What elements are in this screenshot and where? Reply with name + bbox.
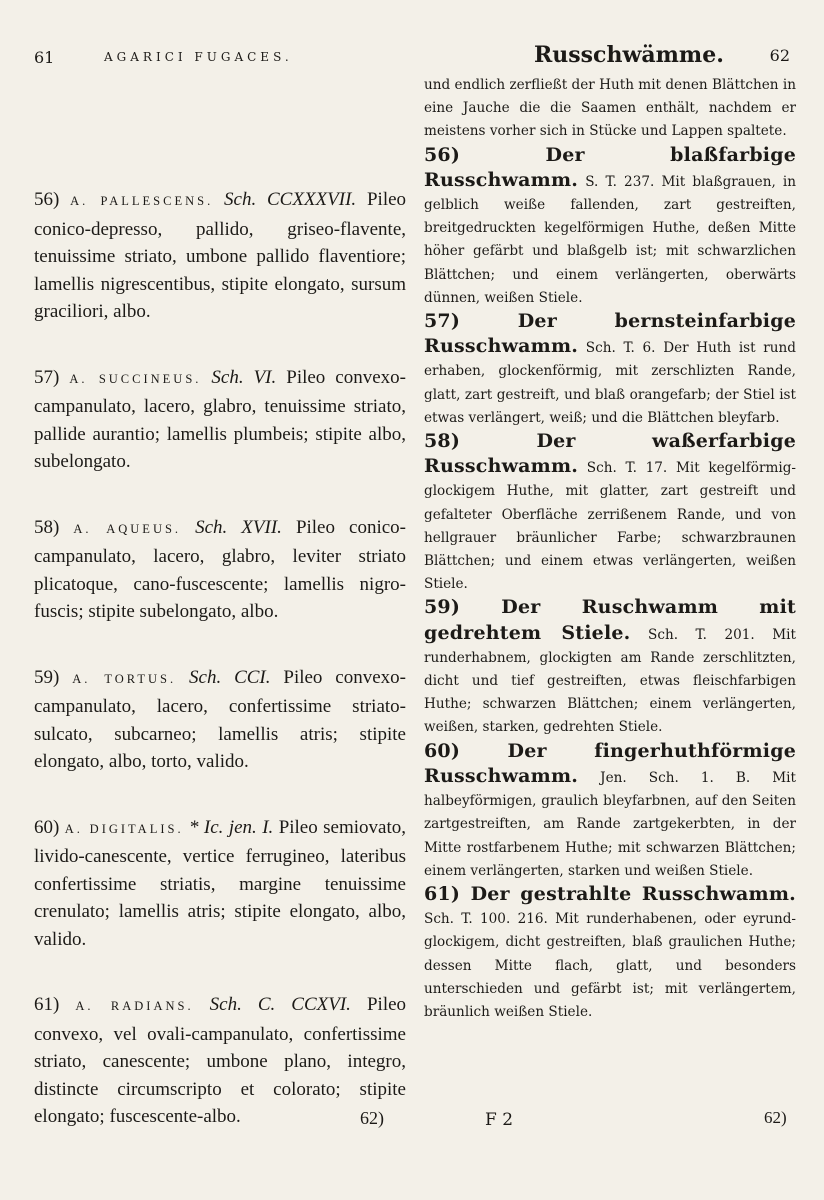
latin-entry-56: 56) A. PALLESCENS. Sch. CCXXXVII. Pileo conico-depresso, pallido, griseo-flavente, tenuissime striato, umbone pallido flaventiore; lamellis nigrescentibus, stipite elongato, sursum graciliori, albo. [34,189,407,322]
species-name: A. PALLESCENS. [70,194,214,208]
right-running-head [424,40,796,74]
left-running-head [34,40,406,74]
description: Der Huth ist rund erhaben, glockenförmig, mit zerschlizten Rande, glatt, zart gestreift, und blaß orangefarb; der Stiel ist etwas verlängert, weiß; und die Blättchen bleyfarb. [424,340,796,426]
catchword-right: 62) [764,1108,787,1127]
entry-title: Der blaßfarbige Russchwamm. [424,143,796,191]
reference: Sch. C. CCXVI. [209,994,351,1015]
description: Mit runderhabnem, glockigten am Rande zerschlitzten, dicht und tief gestreiften, etwas fleischfarbigen Huthe; schwarzen Blättchen; einem verlängerten, weißen, starken, gedrehten Stiele. [424,626,796,736]
entry-title: Der bernsteinfarbige Russchwamm. [424,310,796,358]
german-entry-60: 60) Der fingerhuthförmige Russchwamm. Jen. Sch. 1. B. Mit halbeyförmigen, graulich bleyfarbnen, auf den Seiten zartgestreiften, am Rande zartgekerbten, in der Mitte rostfarbenem Huthe; mit schwarzen Blättchen; einem verlängerten, starken und weißen Stiele. [424,739,796,879]
reference: Sch. T. 201. [648,626,755,643]
species-name: A. TORTUS. [72,671,177,686]
page-number-left: 61 [34,48,55,67]
latin-entry-60: 60) A. DIGITALIS. * Ic. jen. I. Pileo semiovato, livido-canescente, vertice ferrugineo, lateribus confertissime striatis, margine tenuissime crenulato; lamellis atris; stipite elongato, albo, valido. [34,816,406,950]
reference: * Ic. jen. I. [189,816,274,838]
german-entry-57: 57) Der bernsteinfarbige Russchwamm. Sch. T. 6. Der Huth ist rund erhaben, glockenförmig, mit zerschlizten Rande, glatt, zart gestreift, und blaß orangefarb; der Stiel ist etwas verlängert, weiß; und die Blättchen bleyfarb. [424,310,796,426]
description: Pileo semiovato, livido-canescente, vertice ferrugineo, lateribus confertissime striatis, margine tenuissime crenulato; lamellis atris; stipite elongato, albo, valido. [34,816,406,950]
latin-entry-58: 58) A. AQUEUS. Sch. XVII. Pileo conico-campanulato, lacero, glabro, leviter striato plicatoque, cano-fuscescente; lamellis nigro-fuscis; stipite subelongato, albo. [34,516,406,622]
description: Pileo conico-depresso, pallido, griseo-flavente, tenuissime striato, umbone pallido flaventiore; lamellis nigrescentibus, stipite elongato, sursum graciliori, albo. [34,189,407,322]
reference: Sch. T. 100. 216. [424,911,548,928]
intro-paragraph: und endlich zerfließt der Huth mit denen Blättchen in eine Jauche die die Saamen enthält, nachdem er meistens vorher sich in Stücke und Lappen spaltete. [424,77,796,140]
species-name: A. RADIANS. [75,999,194,1013]
description: Mit halbeyförmigen, graulich bleyfarbnen, auf den Seiten zartgestreiften, am Rande zartgekerbten, in der Mitte rostfarbenem Huthe; mit schwarzen Blättchen; einem verlängerten, starken und weißen Stiele. [424,769,796,879]
catchword-left: 62) [360,1108,384,1128]
reference: Sch. T. 17. [586,460,668,477]
species-name: A. SUCCINEUS. [69,371,202,386]
latin-entry-61: 61) A. RADIANS. Sch. C. CCXVI. Pileo convexo, vel ovali-campanulato, confertissime striato, canescente; umbone plano, integro, distincte circumscripto et colorato; stipite elongato; fuscescente-albo. [34,994,407,1127]
reference: Sch. CCI. [189,666,271,688]
entry-title: Der waßerfarbige Russchwamm. [424,430,796,478]
latin-entry-57: 57) A. SUCCINEUS. Sch. VI. Pileo convexo-campanulato, lacero, glabro, tenuissime striato, pallide aurantio; lamellis plumbeis; stipite albo, subelongato. [34,366,406,472]
right-page [424,40,796,1024]
latin-entry-59: 59) A. TORTUS. Sch. CCI. Pileo convexo-campanulato, lacero, confertissime striato-sulcato, subcarneo; lamellis atris; stipite elongato, albo, torto, valido. [34,666,406,772]
description: Mit blaßgrauen, in gelblich weiße fallenden, zart gestreiften, breitgedruckten kegelförmigen Huthe, deßen Mitte höher gefärbt und blaßgelb ist; mit schwarzlichen Blättchen; und einem verlängerten, oberwärts dünnen, weißen Stiele. [424,173,797,306]
running-title-right: Russchwämme. [534,42,724,68]
description: Pileo convexo, vel ovali-campanulato, confertissime striato, canescente; umbone plano, integro, distincte circumscripto et colorato; stipite elongato; fuscescente-albo. [34,994,407,1127]
description: Mit runderhabenen, oder eyrund-glockigem, dicht gestreiften, blaß graulichen Huthe; dessen Mitte flach, glatt, und besonders unterschieden und gefärbt ist; mit verlängertem, bräunlich weißen Stiele. [424,911,796,1020]
left-page [34,40,406,1131]
reference: S. T. 237. [585,173,655,190]
entry-title: Der fingerhuthförmige Russchwamm. [424,739,796,787]
species-name: A. AQUEUS. [73,521,182,536]
reference: Jen. Sch. 1. B. [600,769,751,786]
german-entry-59: 59) Der Ruschwamm mit gedrehtem Stiele. Sch. T. 201. Mit runderhabnem, glockigten am Rande zerschlitzten, dicht und tief gestreiften, etwas fleischfarbigen Huthe; schwarzen Blättchen; einem verlängerten, weißen, starken, gedrehten Stiele. [424,596,796,736]
reference: Sch. VI. [211,366,277,388]
reference: Sch. CCXXXVII. [224,189,357,210]
page-number-right: 62 [769,46,790,65]
entry-title: Der gestrahlte Russchwamm. [470,882,796,905]
german-entry-58: 58) Der waßerfarbige Russchwamm. Sch. T. 17. Mit kegelförmig-glockigem Huthe, mit glatter, zart gestreift und gefalteter Oberfläche zerrißenem Rande, und von hellgrauer bräunlicher Farbe; schwarzbraunen Blättchen; und einem etwas verlängerten, weißen Stiele. [424,430,796,593]
description: Pileo convexo-campanulato, lacero, confertissime striato-sulcato, subcarneo; lamellis atris; stipite elongato, albo, torto, valido. [34,666,406,772]
description: Pileo conico-campanulato, lacero, glabro, leviter striato plicatoque, cano-fuscescente; lamellis nigro-fuscis; stipite subelongato, albo. [34,516,406,622]
entry-title: Der Ruschwamm mit gedrehtem Stiele. [424,596,796,644]
description: Mit kegelförmig-glockigem Huthe, mit glatter, zart gestreift und gefalteter Oberfläche zerrißenem Rande, und von hellgrauer bräunlicher Farbe; schwarzbraunen Blättchen; und einem etwas verlängerten, weißen Stiele. [424,460,796,593]
german-entry-56: 56) Der blaßfarbige Russchwamm. S. T. 237. Mit blaßgrauen, in gelblich weiße fallenden, zart gestreiften, breitgedruckten kegelförmigen Huthe, deßen Mitte höher gefärbt und blaßgelb ist; mit schwarzlichen Blättchen; und einem verlängerten, oberwärts dünnen, weißen Stiele. [424,143,797,306]
description: Pileo convexo-campanulato, lacero, glabro, tenuissime striato, pallide aurantio; lamellis plumbeis; stipite albo, subelongato. [34,366,406,472]
running-title-left: AGARICI FUGACES. [104,50,293,64]
reference: Sch. XVII. [195,516,282,538]
german-entry-61: 61) Der gestrahlte Russchwamm. Sch. T. 100. 216. Mit runderhabenen, oder eyrund-glockigem, dicht gestreiften, blaß graulichen Huthe; dessen Mitte flach, glatt, und besonders unterschieden und gefärbt ist; mit verlängertem, bräunlich weißen Stiele. [424,882,796,1020]
signature-mark: F 2 [485,1110,514,1130]
species-name: A. DIGITALIS. [64,821,184,836]
reference: Sch. T. 6. [585,340,656,357]
